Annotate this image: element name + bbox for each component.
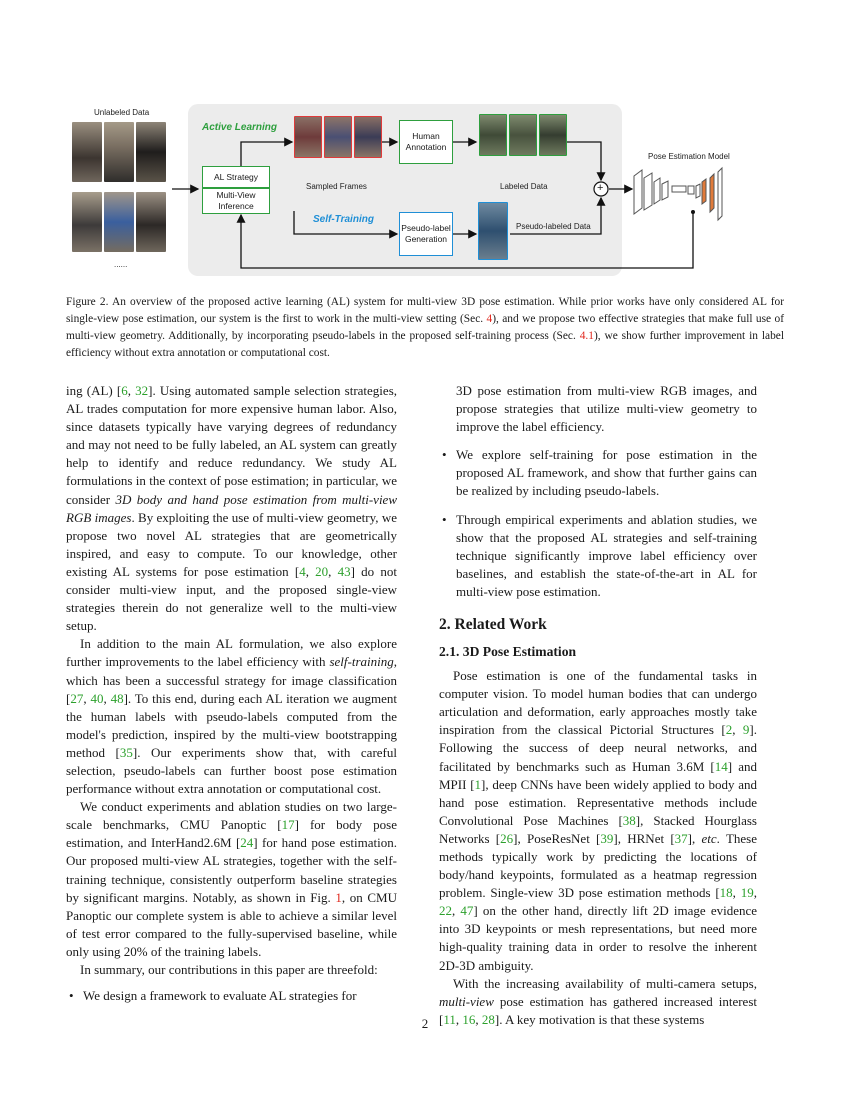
- labeled-frame: [509, 114, 537, 156]
- text: ]. Following the success of deep neural networks, and facilitated by benchmarks such as Human 3.6M [: [439, 722, 757, 774]
- citation-link[interactable]: 35: [119, 744, 133, 760]
- emphasis-text: etc: [701, 830, 717, 846]
- citation-link[interactable]: 6: [121, 383, 128, 398]
- paragraph: With the increasing availability of multi-camera setups, multi-view pose estimation has gathered increased interest [11, 16, 28]. A key motivation is that these systems: [439, 975, 757, 1027]
- text: ]. A key motivation is that these systems: [494, 1011, 705, 1027]
- text: ]. Our experiments show that, with careful selection, pseudo-labels can further boost pose estimation performance without extra annotation or computational cost.: [66, 744, 397, 797]
- citation-link[interactable]: 20: [315, 563, 329, 579]
- text: pose estimation has gathered increased interest [: [439, 993, 757, 1027]
- paragraph: In addition to the main AL formulation, we also explore further improvements to the label efficiency with self-training, which has been a successful strategy for image classification [27, 40, 48]. To this end, during each AL iteration we augment the human labels with pseudo-labels computed from the model's prediction, inspired by the multi-view bootstrapping method [35]. Our experiments show that, with careful selection, pseudo-labels can further boost pose estimation performance without extra annotation or computational cost.: [66, 636, 398, 797]
- citation-link[interactable]: 24: [240, 835, 254, 851]
- citation-link[interactable]: 47: [460, 903, 474, 919]
- caption-text: An overview of the proposed active learning (AL) system for multi-view 3D pose estimation. While prior works have only considered AL for single-view pose estimation, our system is the first to work in the multi-view setting (Sec.: [66, 296, 785, 325]
- text: In addition to the main AL formulation, we also explore further improvements to the label efficiency with: [66, 636, 397, 670]
- citation-link[interactable]: 19: [740, 885, 754, 901]
- caption-text: ), and we propose two effective strategies that make full use of multi-view geometry. Additionally, by incorporating pseudo-labels in the proposed self-training process (Sec.: [66, 313, 784, 342]
- bullet-continuation: 3D pose estimation from multi-view RGB images, and propose strategies that utilize multi-view geometry to improve the label efficiency.: [456, 383, 757, 435]
- left-column: [66, 382, 397, 1005]
- sampled-frames-label: Sampled Frames: [306, 182, 367, 191]
- ellipsis-label: ......: [114, 260, 128, 269]
- pose-estimation-model-label: Pose Estimation Model: [648, 152, 730, 161]
- subsection-heading: 2.1. 3D Pose Estimation: [439, 644, 577, 660]
- citation-link[interactable]: 18: [719, 885, 733, 901]
- self-training-title: Self-Training: [313, 214, 374, 225]
- text: ], PoseResNet [: [513, 830, 601, 846]
- citation-link[interactable]: 38: [622, 812, 636, 828]
- citation-link[interactable]: 43: [337, 563, 351, 579]
- text: ing (AL) [: [66, 383, 122, 398]
- text: . These methods typically work by predicting the locations of body/hand keypoints, formulated as a heatmap regression problem. Single-view 3D pose estimation methods [: [439, 830, 757, 901]
- labeled-frame: [539, 114, 567, 156]
- sampled-frame: [324, 116, 352, 158]
- citation-link[interactable]: 4: [299, 563, 306, 579]
- text: , on CMU Panoptic our complete system is able to achieve a similar level of test error compared to the fully-supervised baseline, while only using 20% of the training labels.: [66, 889, 397, 959]
- citation-link[interactable]: 11: [443, 1011, 456, 1027]
- text: ] and MPII [: [439, 758, 757, 792]
- human-annotation-box: Human Annotation: [399, 120, 453, 164]
- pseudo-labeled-data-label: Pseudo-labeled Data: [516, 222, 591, 231]
- citation-link[interactable]: 17: [281, 817, 295, 833]
- text: With the increasing availability of multi-camera setups,: [453, 975, 757, 991]
- text: ] for hand pose estimation. Our proposed multi-view AL strategies, together with the self-training technique, consistently outperform baseline strategies by significant margins. Notably, as shown in Fig.: [66, 835, 397, 905]
- citation-link[interactable]: 28: [481, 1011, 495, 1027]
- right-column: [439, 382, 757, 1029]
- citation-link[interactable]: 2: [725, 722, 733, 738]
- paragraph: ing (AL) [6, 32]. Using automated sample selection strategies, AL trades computation for more expensive human labor. Also, since datasets typically have varying degrees of redundancy and may not need to be fully labeled, an AL system can greatly help to identify and reduce redundancy. We study AL formulations in the context of pose estimation; in particular, we consider 3D body and hand pose estimation from multi-view RGB images. By exploiting the use of multi-view geometry, we propose two novel AL strategies that are geometrically inspired, and easy to compute. To our knowledge, other existing AL systems for pose estimation [4, 20, 43] do not consider multi-view input, and the proposed single-view strategies therein do not generalize well to the multi-view setup.: [66, 383, 398, 634]
- emphasis-text: self-training: [329, 654, 394, 670]
- labeled-data-frames: [479, 114, 567, 156]
- text: . By exploiting the use of multi-view geometry, we propose two novel AL strategies that are geometrically inspired, and easy to compute. To our knowledge, other existing AL systems for pose estimation [: [66, 509, 397, 579]
- citation-link[interactable]: 22: [439, 903, 452, 919]
- multi-view-inference-box: Multi-View Inference: [202, 188, 270, 214]
- contribution-bullet: • Through empirical experiments and ablation studies, we show that the proposed AL strategies and self-training technique significantly improve label efficiency over baselines, and establish the state-of-the-art in AL for multi-view pose estimation.: [439, 511, 757, 601]
- citation-link[interactable]: 48: [110, 690, 124, 706]
- emphasis-text: multi-view: [439, 993, 494, 1009]
- citation-link[interactable]: 37: [674, 830, 688, 846]
- sampled-frame: [294, 116, 322, 158]
- figure-2: [66, 100, 786, 285]
- citation-link[interactable]: 26: [500, 830, 514, 846]
- paragraph: [66, 798, 397, 961]
- contribution-bullet: • We explore self-training for pose estimation in the proposed AL framework, and show that further gains can be realized by including pseudo-labels.: [439, 446, 757, 500]
- plus-symbol: +: [597, 182, 604, 194]
- text: ] on the other hand, directly lift 2D image evidence into 3D keypoints or mesh representations, but need more high-quality training data in order to resolve the inherent 2D-3D ambiguity.: [439, 903, 758, 973]
- citation-link[interactable]: 27: [70, 690, 84, 706]
- text: Pose estimation is one of the fundamental tasks in computer vision. To model human bodies that can undergo articulation and deformation, early approaches mostly take inspiration from the classical Pictorial Structures [: [439, 668, 757, 738]
- section-heading: 2. Related Work: [439, 616, 547, 634]
- text: ] for body pose estimation, and InterHand2.6M [: [66, 817, 397, 851]
- citation-link[interactable]: 16: [462, 1011, 476, 1027]
- text: We conduct experiments and ablation studies on two large-scale benchmarks, CMU Panoptic [: [66, 799, 397, 833]
- active-learning-title: Active Learning: [202, 122, 278, 133]
- pseudo-labeled-frame: [478, 202, 508, 260]
- caption-label: Figure 2.: [66, 296, 109, 308]
- sampled-frames: [294, 116, 382, 158]
- text: ]. To this end, during each AL iteration we augment the human labels with pseudo-labels computed from the model's prediction, inspired by the multi-view bootstrapping method [: [66, 690, 398, 760]
- emphasis-text: 3D body and hand pose estimation from multi-view RGB images: [66, 491, 397, 525]
- figure-caption: [66, 294, 784, 362]
- network-icon: [632, 164, 752, 224]
- sec-4-1-link[interactable]: 4.1: [579, 330, 594, 342]
- sec-4-link[interactable]: 4: [486, 313, 493, 325]
- sampled-frame: [354, 116, 382, 158]
- figure-link[interactable]: 1: [335, 889, 342, 905]
- text: ]. Using automated sample selection strategies, AL trades computation for more expensive human labor. Also, since datasets typically have varying degrees of redundancy and may not need to be fully labeled, an AL system can greatly help to identify and reduce redundancy. We study AL formulations in the context of pose estimation; in particular, we consider: [66, 383, 398, 507]
- text: ],: [687, 830, 702, 846]
- unlabeled-data-label: Unlabeled Data: [94, 108, 150, 117]
- labeled-data-label: Labeled Data: [500, 182, 548, 191]
- paragraph: Pose estimation is one of the fundamental tasks in computer vision. To model human bodies that can undergo articulation and deformation, early approaches mostly take inspiration from the classical Pictorial Structures [2, 9]. Following the success of deep neural networks, and facilitated by benchmarks such as Human 3.6M [14] and MPII [1], deep CNNs have been widely applied to body and hand pose estimation. Representative methods include Convolutional Pose Machines [38], Stacked Hourglass Networks [26], PoseResNet [39], HRNet [37], etc. These methods typically work by predicting the locations of body/hand keypoints, formulated as a heatmap regression problem. Single-view 3D pose estimation methods [18, 19, 22, 47] on the other hand, directly lift 2D image evidence into 3D keypoints or mesh representations, but need more high-quality training data in order to resolve the inherent 2D-3D ambiguity.: [439, 668, 758, 973]
- pseudo-label-generation-box: Pseudo-label Generation: [399, 212, 453, 256]
- labeled-frame: [479, 114, 507, 156]
- paragraph: In summary, our contributions in this paper are threefold:: [80, 962, 378, 977]
- citation-link[interactable]: 40: [90, 690, 104, 706]
- citation-link[interactable]: 39: [600, 830, 614, 846]
- citation-link[interactable]: 1: [474, 776, 482, 792]
- page-number: 2: [421, 1016, 429, 1031]
- al-strategy-box: AL Strategy: [202, 166, 270, 188]
- text: , which has been a successful strategy for image classification [: [66, 654, 397, 706]
- text: ], Stacked Hourglass Networks [: [439, 812, 757, 846]
- text: ], HRNet [: [613, 830, 675, 846]
- text: ], deep CNNs have been widely applied to body and hand pose estimation. Representative methods include Convolutional Pose Machines [: [439, 776, 758, 828]
- citation-link[interactable]: 14: [714, 758, 728, 774]
- citation-link[interactable]: 32: [135, 383, 149, 398]
- citation-link[interactable]: 9: [742, 722, 750, 738]
- text: ] do not consider multi-view input, and the proposed single-view strategies therein do not generalize well to the multi-view setup.: [66, 563, 398, 634]
- contribution-bullet: • We design a framework to evaluate AL strategies for: [66, 987, 397, 1005]
- caption-text: ), we show further improvement in label efficiency without extra annotation or computational cost.: [66, 330, 784, 359]
